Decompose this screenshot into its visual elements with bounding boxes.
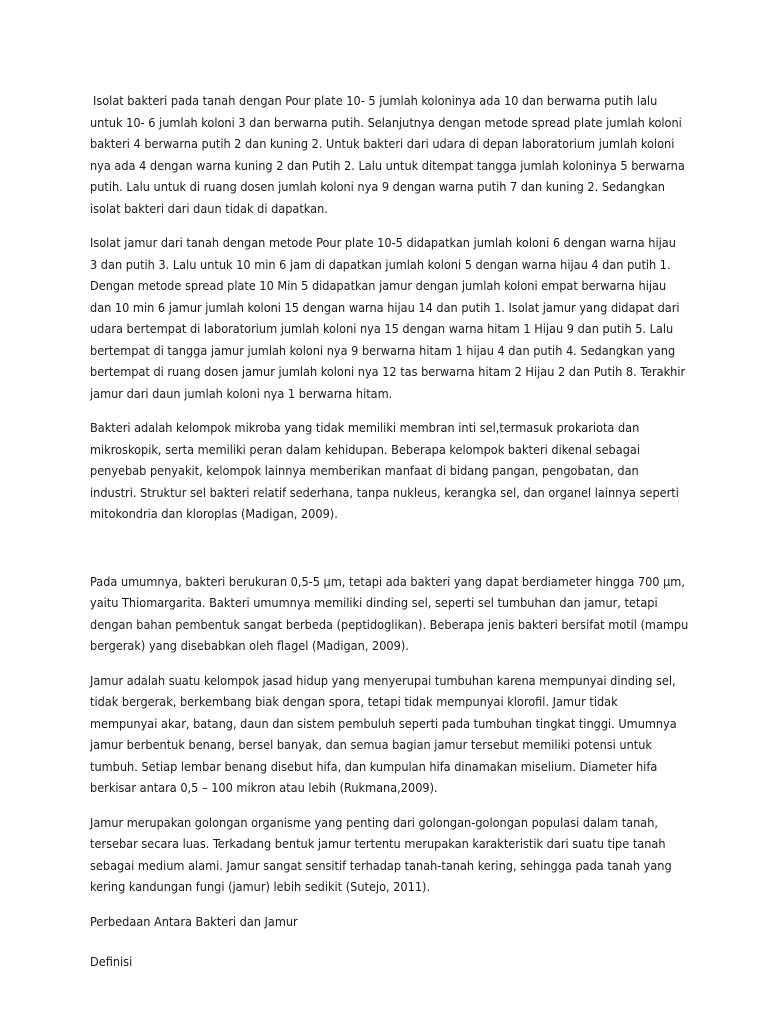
paragraph-isolat-bakteri: Isolat bakteri pada tanah dengan Pour plate 10- 5 jumlah koloninya ada 10 dan berwarna putih lalu untuk 10- 6 jumlah koloni 3 dan berwarna putih. Selanjutnya dengan metode spread plate jumlah koloni bakteri 4 berwarna putih 2 dan kuning 2. Untuk bakteri dari udara di depan laboratorium jumlah koloni nya ada 4 dengan warna kuning 2 dan Putih 2. Lalu untuk ditempat tangga jumlah koloninya 5 berwarna putih. Lalu untuk di ruang dosen jumlah koloni nya 9 dengan warna putih 7 dan kuning 2. Sedangkan isolat bakteri dari daun tidak di dapatkan. bbox=[90, 93, 685, 216]
section-subheading: Definisi bbox=[90, 954, 133, 969]
paragraph-definisi-bakteri: Bakteri adalah kelompok mikroba yang tidak memiliki membran inti sel,termasuk prokariota dan mikroskopik, serta memiliki peran dalam kehidupan. Beberapa kelompok bakteri dikenal sebagai penyebab penyakit, kelompok lainnya memberikan manfaat di bidang pangan, pengobatan, dan industri. Struktur sel bakteri relatif sederhana, tanpa nukleus, kerangka sel, dan organel lainnya seperti mitokondria dan kloroplas (Madigan, 2009). bbox=[90, 420, 679, 521]
paragraph-definisi-jamur: Jamur adalah suatu kelompok jasad hidup yang menyerupai tumbuhan karena mempunyai dinding sel, tidak bergerak, berkembang biak dengan spora, tetapi tidak mempunyai klorofil. Jamur tidak mempunyai akar, batang, daun dan sistem pembuluh seperti pada tumbuhan tingkat tinggi. Umumnya jamur berbentuk benang, bersel banyak, dan semua bagian jamur tersebut memiliki potensi untuk tumbuh. Setiap lembar benang disebut hifa, dan kumpulan hifa dinamakan miselium. Diameter hifa berkisar antara 0,5 – 100 mikron atau lebih (Rukmana,2009). bbox=[90, 672, 677, 795]
paragraph-ukuran-bakteri: Pada umumnya, bakteri berukuran 0,5-5 µm, tetapi ada bakteri yang dapat berdiameter hingga 700 µm, yaitu Thiomargarita. Bakteri umumnya memiliki dinding sel, seperti sel tumbuhan dan jamur, tetapi dengan bahan pembentuk sangat berbeda (peptidoglikan). Beberapa jenis bakteri bersifat motil (mampu bergerak) yang disebabkan oleh flagel (Madigan, 2009). bbox=[90, 573, 689, 653]
paragraph-isolat-jamur: Isolat jamur dari tanah dengan metode Pour plate 10-5 didapatkan jumlah koloni 6 dengan warna hijau 3 dan putih 3. Lalu untuk 10 min 6 jam di dapatkan jumlah koloni 5 dengan warna hijau 4 dan putih 1. Dengan metode spread plate 10 Min 5 didapatkan jamur dengan jumlah koloni empat berwarna hijau dan 10 min 6 jamur jumlah koloni 15 dengan warna hijau 14 dan putih 1. Isolat jamur yang didapat dari udara bertempat di laboratorium jumlah koloni nya 15 dengan warna hitam 1 Hijau 9 dan putih 5. Lalu bertempat di tangga jamur jumlah koloni nya 9 berwarna hitam 1 hijau 4 dan putih 4. Sedangkan yang bertempat di ruang dosen jamur jumlah koloni nya 12 tas berwarna hitam 2 Hijau 2 dan Putih 8. Terakhir jamur dari daun jumlah koloni nya 1 berwarna hitam. bbox=[90, 235, 686, 401]
section-heading: Perbedaan Antara Bakteri dan Jamur bbox=[90, 913, 298, 929]
paragraph-jamur-tanah: Jamur merupakan golongan organisme yang penting dari golongan-golongan populasi dalam tanah, tersebar secara luas. Terkadang bentuk jamur tertentu merupakan karakteristik dari suatu tipe tanah sebagai medium alami. Jamur sangat sensitif terhadap tanah-tanah kering, sehingga pada tanah yang kering kandungan fungi (jamur) lebih sedikit (Sutejo, 2011). bbox=[90, 814, 672, 894]
